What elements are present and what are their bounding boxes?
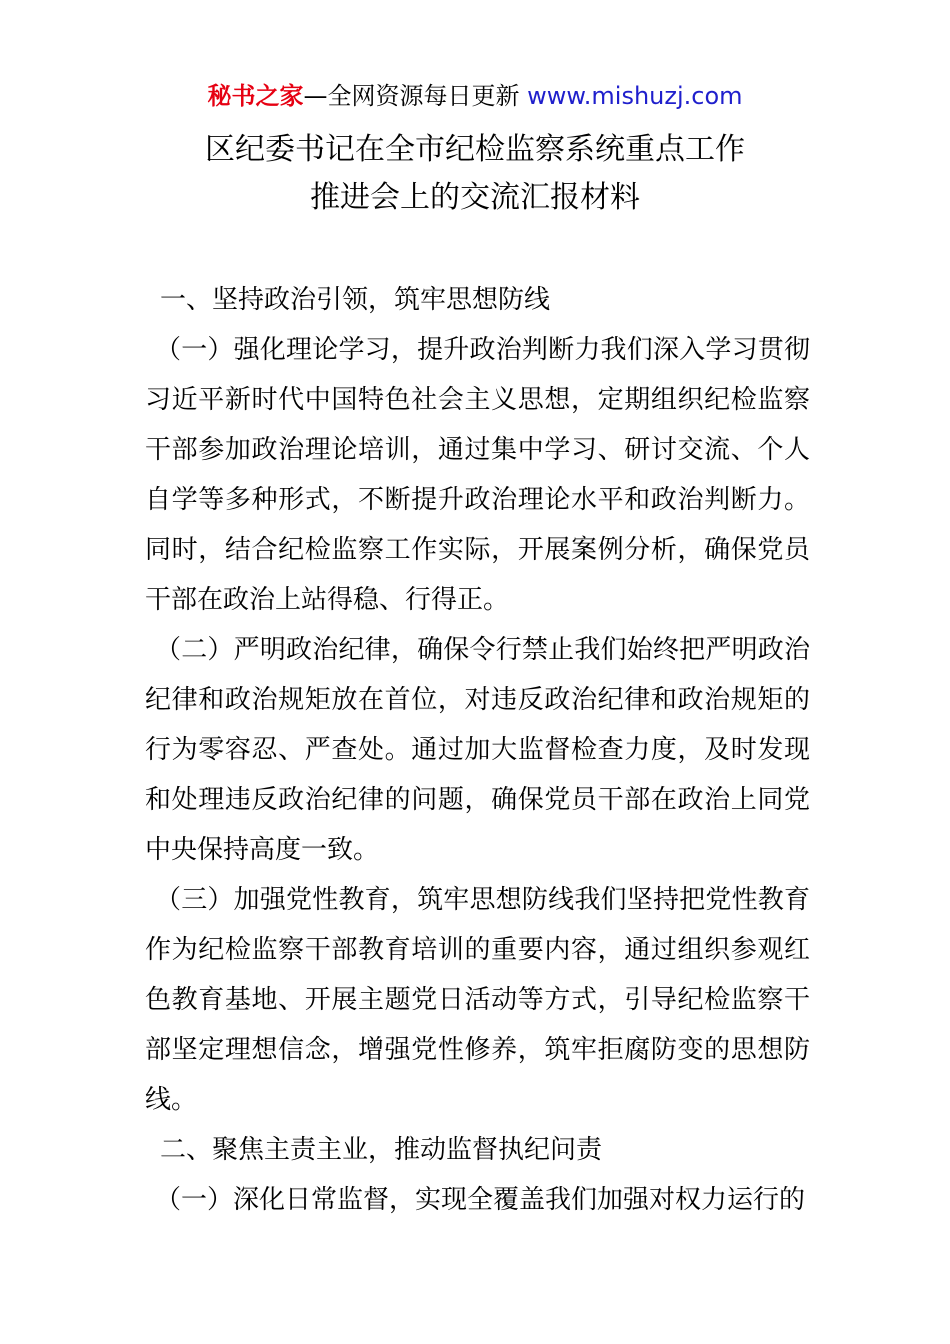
section-heading-1: 一、坚持政治引领，筑牢思想防线 [160,285,551,315]
paragraph-2-1: （一）深化日常监督，实现全覆盖我们加强对权力运行的 [155,1185,806,1215]
document-body [145,275,810,1225]
paragraph-1-3: （三）加强党性教育，筑牢思想防线我们坚持把党性教育作为纪检监察干部教育培训的重要内容，通过组织参观红色教育基地、开展主题党日活动等方式，引导纪检监察干部坚定理想信念，增强党性修养，筑牢拒腐防变的思想防线。 [145,885,810,1115]
title-line-1: 区纪委书记在全市纪检监察系统重点工作 [205,132,745,167]
title-line-2: 推进会上的交流汇报材料 [310,180,640,215]
site-url-link[interactable]: www.mishuzj.com [527,82,743,110]
paragraph-1-1: （一）强化理论学习，提升政治判断力我们深入学习贯彻习近平新时代中国特色社会主义思想，定期组织纪检监察干部参加政治理论培训，通过集中学习、研讨交流、个人自学等多种形式，不断提升政治理论水平和政治判断力。同时，结合纪检监察工作实际，开展案例分析，确保党员干部在政治上站得稳、行得正。 [145,335,810,615]
brand-name: 秘书之家 [207,82,304,110]
section-heading-2: 二、聚焦主责主业，推动监督执纪问责 [160,1135,603,1165]
paragraph-1-2: （二）严明政治纪律，确保令行禁止我们始终把严明政治纪律和政治规矩放在首位，对违反政治纪律和政治规矩的行为零容忍、严查处。通过加大监督检查力度，及时发现和处理违反政治纪律的问题，确保党员干部在政治上同党中央保持高度一致。 [145,635,810,865]
document-title [0,126,950,222]
header-tagline: —全网资源每日更新 [303,82,528,110]
site-header-banner [0,80,950,112]
